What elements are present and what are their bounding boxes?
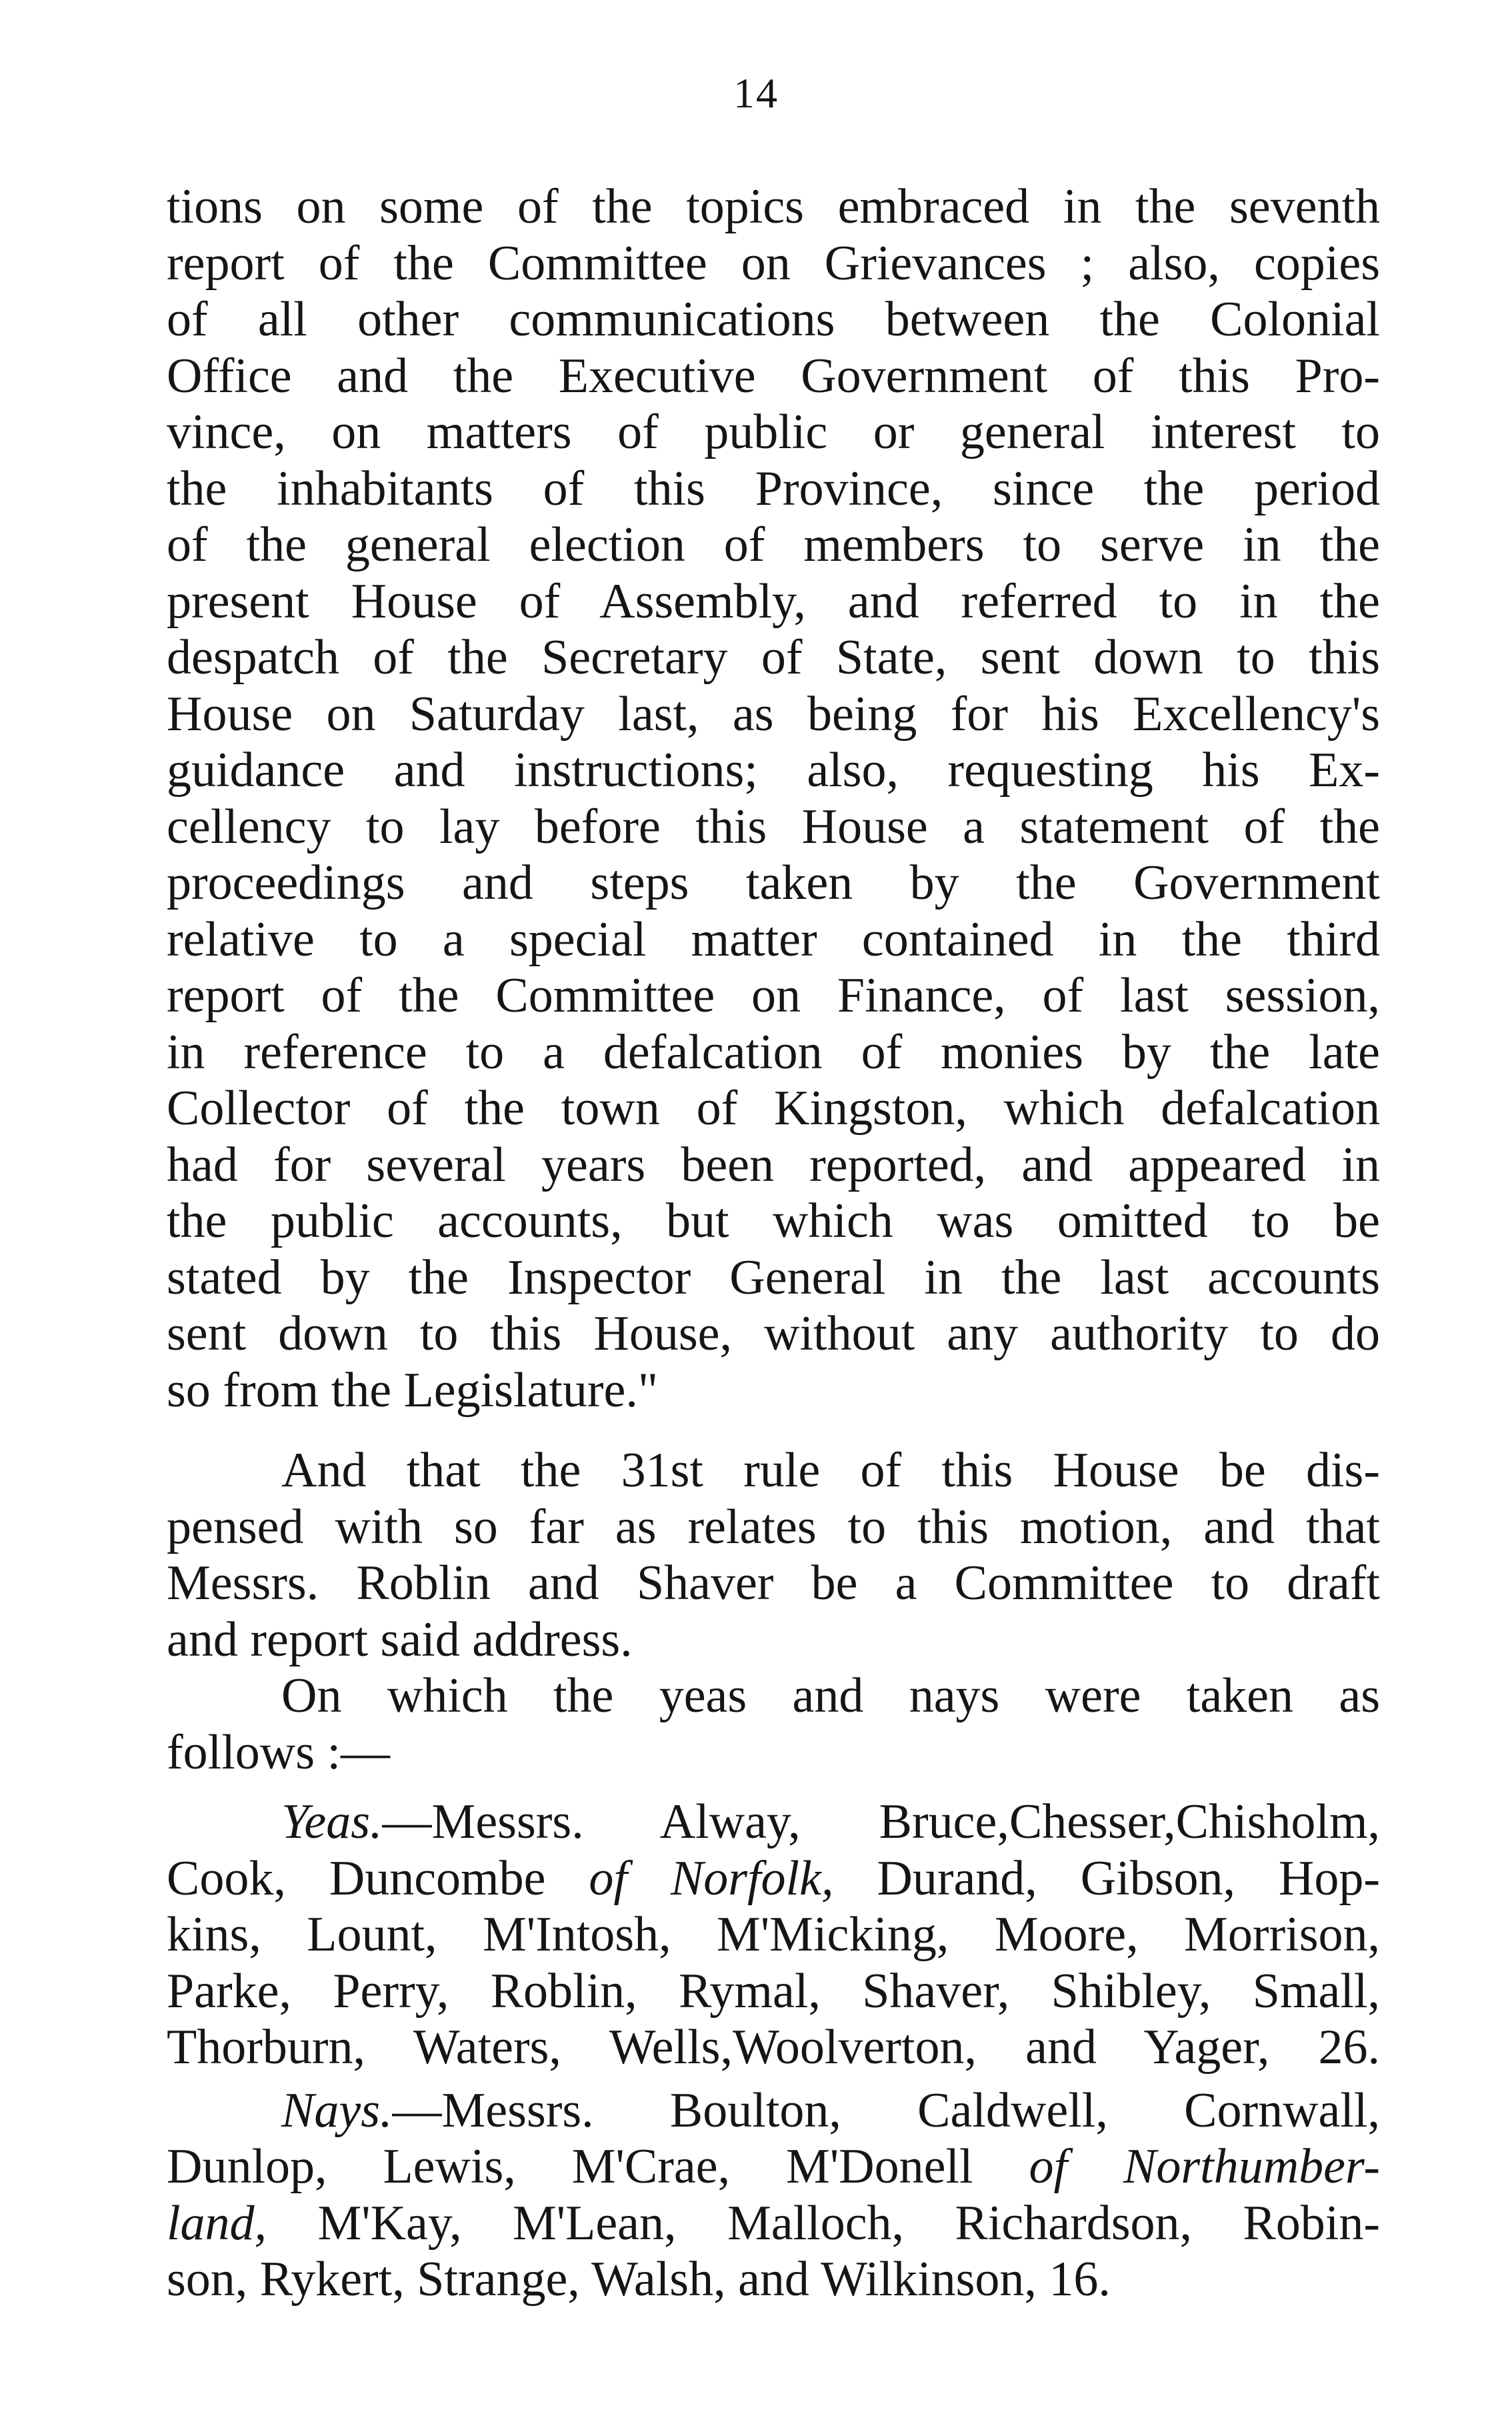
yeas-line: Thorburn, Waters, Wells,Woolverton, and Yager, 26. — [167, 2020, 1380, 2075]
nays-list — [167, 2083, 1380, 2308]
paragraph-gap — [167, 2076, 1380, 2083]
paragraph-gap — [167, 1418, 1380, 1442]
text-line: relative to a special matter contained in the third — [167, 912, 1380, 967]
nays-text: Dunlop, Lewis, M'Crae, M'Donell — [167, 2139, 1029, 2194]
nays-italic-text: of Northumber- — [1029, 2139, 1380, 2194]
yeas-text: —Messrs. Alway, Bruce,Chesser,Chisholm, — [382, 1794, 1380, 1849]
text-line: of all other communications between the Colonial — [167, 292, 1380, 347]
text-line: And that the 31st rule of this House be dis- — [281, 1443, 1380, 1498]
text-line: tions on some of the topics embraced in the seventh — [167, 179, 1380, 234]
text-line: present House of Assembly, and referred to in the — [167, 573, 1380, 629]
paragraph-rule-dispensed — [167, 1442, 1380, 1668]
nays-text: M'Kay, M'Lean, Malloch, Richardson, Robin- — [267, 2195, 1380, 2251]
yeas-list — [167, 1794, 1380, 2076]
text-line: despatch of the Secretary of State, sent down to this — [167, 630, 1380, 685]
text-line: follows :— — [167, 1724, 391, 1780]
text-line: guidance and instructions; also, requesting his Ex- — [167, 743, 1380, 798]
text-line: stated by the Inspector General in the last accounts — [167, 1250, 1380, 1305]
nays-line — [167, 2139, 1380, 2195]
text-line: report of the Committee on Grievances ; also, copies — [167, 235, 1380, 291]
text-line: of the general election of members to serve in the — [167, 517, 1380, 572]
yeas-label: Yeas. — [281, 1794, 383, 1849]
text-line: cellency to lay before this House a statement of the — [167, 799, 1380, 854]
nays-italic-text: land, — [167, 2195, 267, 2251]
text-line: vince, on matters of public or general interest to — [167, 405, 1380, 459]
yeas-line: Parke, Perry, Roblin, Rymal, Shaver, Shibley, Small, — [167, 1963, 1380, 2019]
text-line: Office and the Executive Government of this Pro- — [167, 348, 1380, 403]
nays-line: son, Rykert, Strange, Walsh, and Wilkinson, 16. — [167, 2252, 1111, 2307]
text-line: sent down to this House, without any authority to do — [167, 1306, 1380, 1361]
text-line: had for several years been reported, and appeared in — [167, 1137, 1380, 1192]
text-line: the inhabitants of this Province, since the period — [167, 461, 1380, 516]
text-line: On which the yeas and nays were taken as — [281, 1668, 1380, 1723]
text-line: House on Saturday last, as being for his Excellency's — [167, 686, 1380, 742]
paragraph-gap — [167, 1780, 1380, 1794]
nays-text: —Messrs. Boulton, Caldwell, Cornwall, — [392, 2083, 1380, 2138]
text-line: Messrs. Roblin and Shaver be a Committee to draft — [167, 1556, 1380, 1610]
nays-line — [167, 2083, 1380, 2139]
text-line: report of the Committee on Finance, of last session, — [167, 968, 1380, 1023]
yeas-text: Cook, Duncombe — [167, 1851, 589, 1906]
text-line: pensed with so far as relates to this motion, and that — [167, 1499, 1380, 1554]
paragraph-address-continuation — [167, 179, 1380, 1418]
yeas-text: Durand, Gibson, Hop- — [833, 1851, 1381, 1906]
text-line: Collector of the town of Kingston, which defalcation — [167, 1081, 1380, 1136]
text-line: so from the Legislature." — [167, 1362, 659, 1418]
text-line: in reference to a defalcation of monies by the late — [167, 1024, 1380, 1080]
page-number: 14 — [733, 69, 779, 117]
yeas-line — [167, 1851, 1380, 1907]
nays-label: Nays. — [281, 2083, 393, 2138]
nays-line — [167, 2195, 1380, 2252]
text-column — [167, 179, 1380, 2308]
text-line: and report said address. — [167, 1612, 633, 1667]
paragraph-vote-intro — [167, 1668, 1380, 1780]
yeas-line — [167, 1794, 1380, 1851]
yeas-italic-text: of Norfolk, — [589, 1851, 834, 1906]
yeas-line: kins, Lount, M'Intosh, M'Micking, Moore, Morrison, — [167, 1907, 1380, 1962]
text-line: proceedings and steps taken by the Government — [167, 856, 1380, 910]
text-line: the public accounts, but which was omitted to be — [167, 1194, 1380, 1248]
